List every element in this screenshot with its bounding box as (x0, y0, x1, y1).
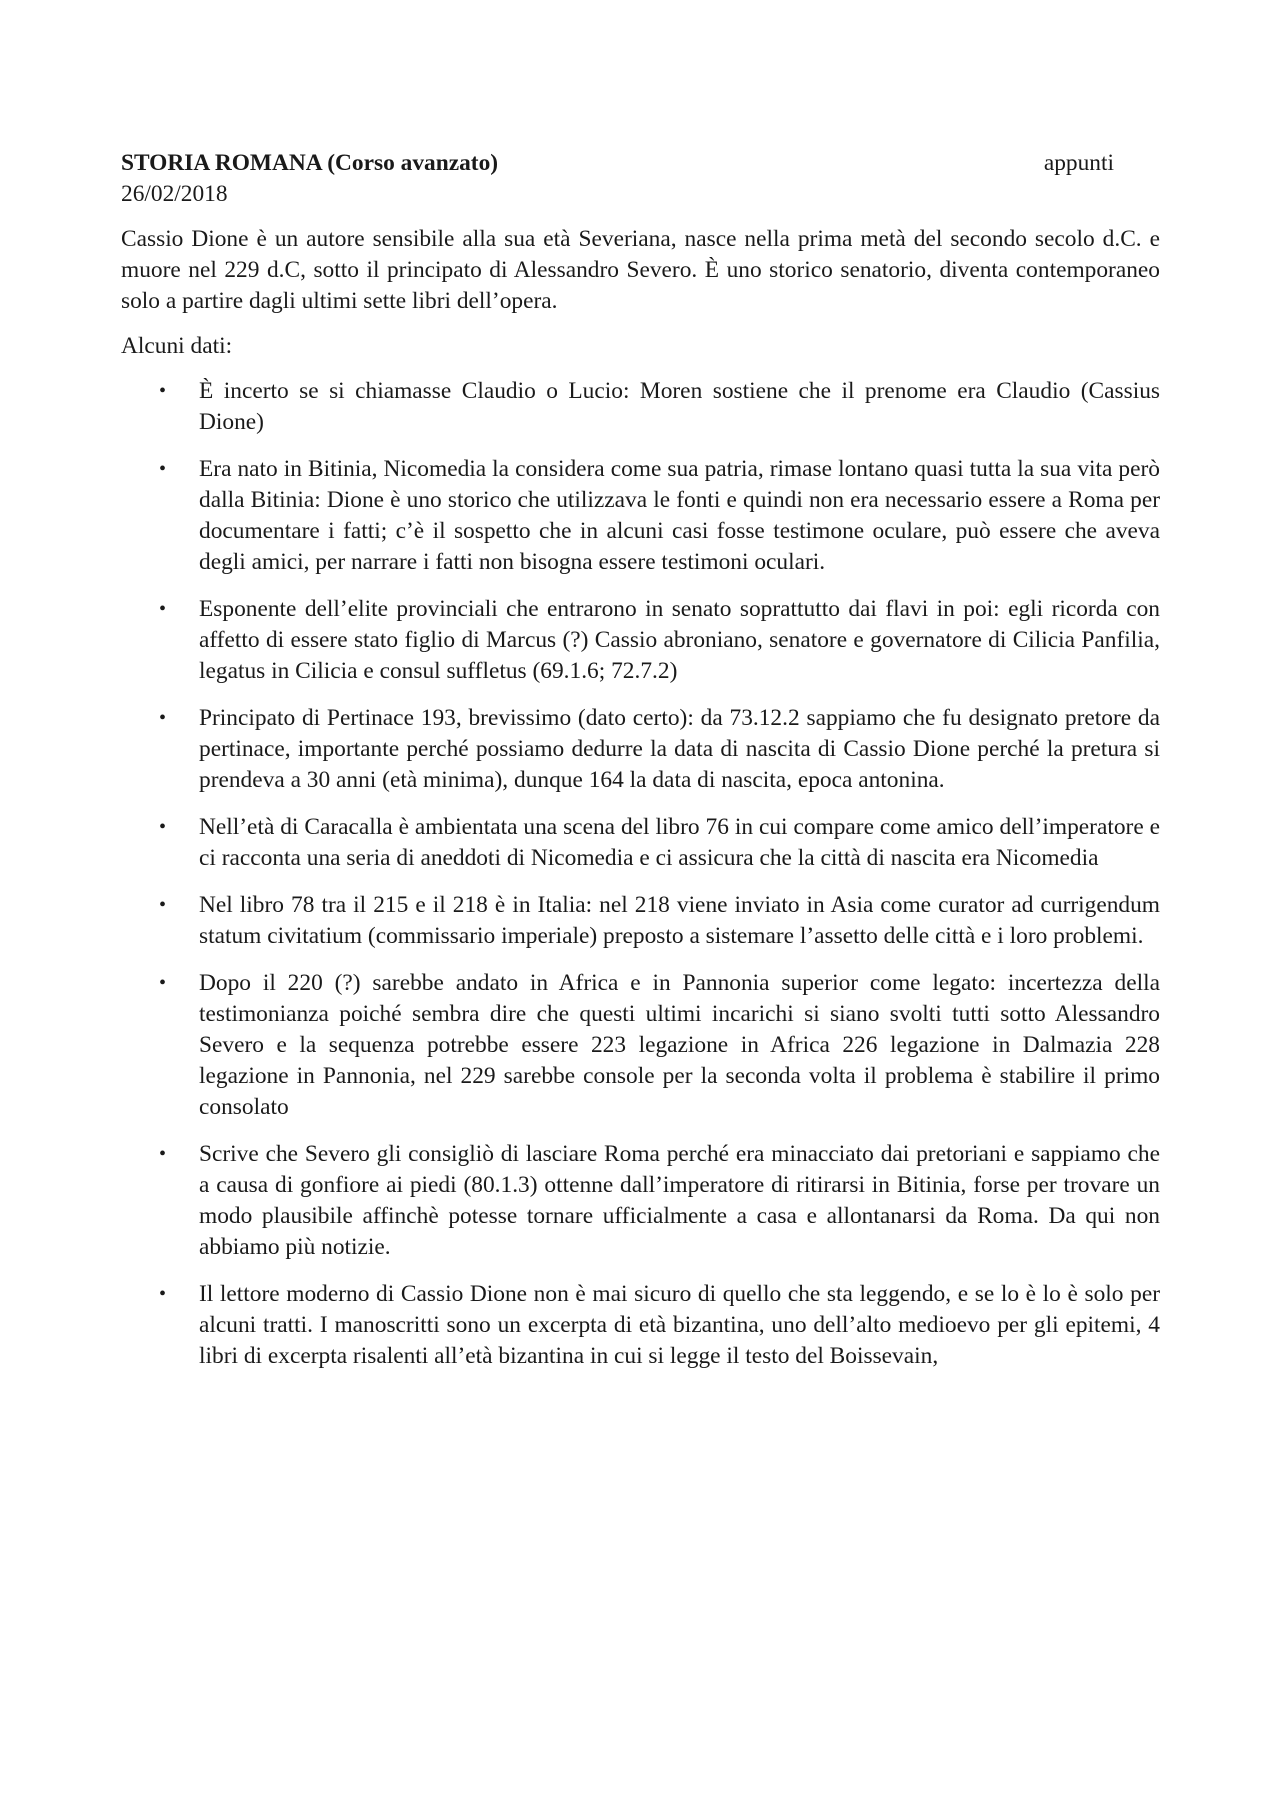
bullet-icon: • (159, 972, 167, 994)
list-item-text: Era nato in Bitinia, Nicomedia la considera come sua patria, rimase lontano quasi tutta la sua vita però dalla Bitinia: Dione è uno storico che utilizzava le fonti e quindi non era necessario essere a Roma per documentare i fatti; c’è il sospetto che in alcuni casi fosse testimone oculare, può essere che aveva degli amici, per narrare i fatti non bisogna essere testimoni oculari. (199, 456, 1160, 575)
list-item (121, 376, 1160, 438)
list-item-text: Il lettore moderno di Cassio Dione non è mai sicuro di quello che sta leggendo, e se lo è lo è solo per alcuni tratti. I manoscritti sono un excerpta di età bizantina, uno dell’alto medioevo per gli epitemi, 4 libri di excerpta risalenti all’età bizantina in cui si legge il testo del Boissevain, (199, 1281, 1160, 1369)
list-item-text: Scrive che Severo gli consigliò di lasciare Roma perché era minacciato dai pretoriani e sappiamo che a causa di gonfiore ai piedi (80.1.3) ottenne dall’imperatore di ritirarsi in Bitinia, forse per trovare un modo plausibile affinchè potesse tornare ufficialmente a casa e allontanarsi da Roma. Da qui non abbiamo più notizie. (199, 1141, 1160, 1260)
bullet-icon: • (159, 380, 167, 402)
list-item (121, 890, 1160, 952)
list-item-text: È incerto se si chiamasse Claudio o Lucio: Moren sostiene che il prenome era Claudio (Cassius Dione) (199, 378, 1160, 435)
bullet-icon: • (159, 816, 167, 838)
list-item (121, 594, 1160, 687)
list-item (121, 1279, 1160, 1372)
bullet-icon: • (159, 598, 167, 620)
list-item-text: Esponente dell’elite provinciali che entrarono in senato soprattutto dai flavi in poi: egli ricorda con affetto di essere stato figlio di Marcus (?) Cassio abroniano, senatore e governatore di Cilicia Panfilia, legatus in Cilicia e consul suffletus (69.1.6; 72.7.2) (199, 596, 1160, 684)
document-title: STORIA ROMANA (Corso avanzato) (121, 150, 499, 176)
bullet-icon: • (159, 894, 167, 916)
bullet-icon: • (159, 1143, 167, 1165)
document-header (121, 148, 1160, 179)
list-intro: Alcuni dati: (121, 333, 233, 359)
bullet-icon: • (159, 707, 167, 729)
intro-paragraph: Cassio Dione è un autore sensibile alla sua età Severiana, nasce nella prima metà del secondo secolo d.C. e muore nel 229 d.C, sotto il principato di Alessandro Severo. È uno storico senatorio, diventa contemporaneo solo a partire dagli ultimi sette libri dell’opera. (121, 226, 1160, 314)
list-item (121, 1139, 1160, 1263)
document-date: 26/02/2018 (121, 181, 228, 207)
list-item-text: Nel libro 78 tra il 215 e il 218 è in Italia: nel 218 viene inviato in Asia come curator ad currigendum statum civitatium (commissario imperiale) preposto a sistemare l’assetto delle città e i loro problemi. (199, 892, 1160, 949)
notes-label: appunti (1043, 150, 1114, 176)
list-item (121, 812, 1160, 874)
list-item-text: Principato di Pertinace 193, brevissimo (dato certo): da 73.12.2 sappiamo che fu designato pretore da pertinace, importante perché possiamo dedurre la data di nascita di Cassio Dione perché la pretura si prendeva a 30 anni (età minima), dunque 164 la data di nascita, epoca antonina. (199, 705, 1160, 793)
list-item (121, 968, 1160, 1123)
document-page (121, 148, 1160, 1388)
facts-list (121, 376, 1160, 1372)
list-item-text: Dopo il 220 (?) sarebbe andato in Africa e in Pannonia superior come legato: incertezza della testimonianza poiché sembra dire che questi ultimi incarichi si siano svolti tutti sotto Alessandro Severo e la sequenza potrebbe essere 223 legazione in Africa 226 legazione in Dalmazia 228 legazione in Pannonia, nel 229 sarebbe console per la seconda volta il problema è stabilire il primo consolato (199, 970, 1160, 1120)
list-item (121, 703, 1160, 796)
list-item-text: Nell’età di Caracalla è ambientata una scena del libro 76 in cui compare come amico dell’imperatore e ci racconta una seria di aneddoti di Nicomedia e ci assicura che la città di nascita era Nicomedia (199, 814, 1160, 871)
list-item (121, 454, 1160, 578)
bullet-icon: • (159, 1283, 167, 1305)
bullet-icon: • (159, 458, 167, 480)
